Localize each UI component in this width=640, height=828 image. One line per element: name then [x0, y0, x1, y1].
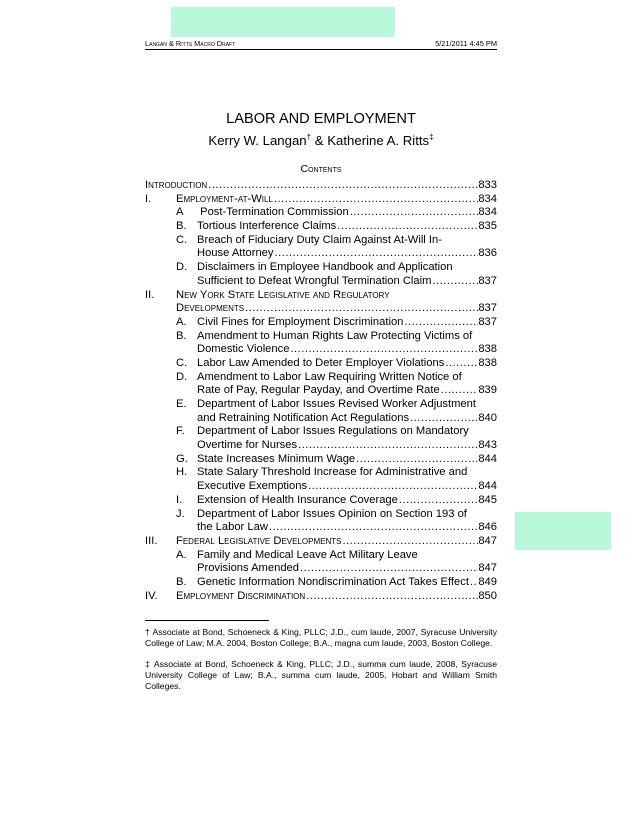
toc-page: 847	[478, 562, 497, 575]
toc-leader	[268, 521, 478, 535]
toc-entry-2a[interactable]	[145, 316, 497, 330]
toc-page: 844	[478, 452, 497, 465]
toc-page: 836	[478, 247, 497, 260]
toc-entry-introduction[interactable]	[145, 179, 497, 193]
toc-leader	[305, 590, 478, 604]
article-title: LABOR AND EMPLOYMENT	[226, 111, 416, 127]
toc-text-line2: Domestic Violence	[197, 343, 290, 356]
toc-text: Civil Fines for Employment Discrimination	[197, 315, 404, 328]
toc-leader	[398, 494, 478, 508]
toc-text-line1: New York State Legislative and Regulatory	[176, 288, 390, 301]
toc-page: 837	[478, 274, 497, 287]
contents-heading: Contents	[300, 163, 342, 175]
toc-leader	[274, 247, 479, 261]
toc-text-line2: and Retraining Notification Act Regulations	[197, 411, 410, 424]
toc-text-line1: Breach of Fiduciary Duty Claim Against At-Will In-	[197, 233, 442, 246]
toc-text-line1: Family and Medical Leave Act Military Leave	[197, 548, 418, 561]
toc-entry-2d[interactable]	[145, 371, 497, 385]
toc-text-line2: Provisions Amended	[197, 562, 299, 575]
toc-page: 844	[478, 480, 497, 493]
toc-entry-2b-cont[interactable]	[145, 343, 497, 357]
toc-entry-3a[interactable]	[145, 549, 497, 563]
toc-text: Genetic Information Nondiscrimination Act Takes Effect	[197, 575, 469, 588]
toc-letter: A	[176, 206, 184, 219]
toc-entry-1d[interactable]	[145, 261, 497, 275]
toc-leader	[273, 193, 478, 207]
toc-number: II.	[145, 288, 155, 301]
toc-letter: B.	[176, 220, 187, 233]
toc-entry-2b[interactable]	[145, 330, 497, 344]
toc-text-line1: Amendment to Human Rights Law Protecting Victims of	[197, 329, 473, 342]
toc-entry-section-2[interactable]	[145, 289, 497, 303]
toc-page: 834	[478, 206, 497, 219]
author-2: Katherine A. Ritts	[327, 133, 430, 148]
toc-page: 843	[478, 439, 497, 452]
toc-text-line2: Executive Exemptions	[197, 480, 308, 493]
toc-entry-1d-cont[interactable]	[145, 275, 497, 289]
toc-text-line1: State Salary Threshold Increase for Administrative and	[197, 466, 468, 479]
toc-entry-section-2-cont[interactable]	[145, 302, 497, 316]
toc-page: 839	[478, 384, 497, 397]
toc-text-line1: Amendment to Labor Law Requiring Written Notice of	[197, 370, 462, 383]
running-header	[145, 38, 497, 50]
highlight-box-right	[515, 512, 611, 550]
footnote-mark-dagger[interactable]: †	[306, 132, 312, 142]
toc-text: Employment Discrimination	[176, 589, 306, 602]
toc-leader	[244, 302, 478, 316]
toc-text-line1: Department of Labor Issues Revised Worker Adjustment	[197, 398, 476, 410]
toc-entry-2c[interactable]	[145, 357, 497, 371]
toc-page: 845	[478, 493, 497, 506]
toc-letter: F.	[176, 425, 185, 438]
toc-leader	[341, 535, 478, 549]
toc-page: 835	[478, 220, 497, 233]
toc-entry-2j[interactable]	[145, 508, 497, 522]
toc-letter: J.	[176, 507, 185, 520]
toc-leader	[403, 316, 478, 330]
toc-text: Employment-at-Will	[176, 192, 273, 205]
toc-entry-2d-cont[interactable]	[145, 384, 497, 398]
toc-leader	[409, 412, 478, 426]
table-of-contents	[145, 179, 497, 603]
toc-text: State Increases Minimum Wage	[197, 452, 356, 465]
toc-entry-2f-cont[interactable]	[145, 439, 497, 453]
toc-page: 850	[478, 589, 497, 602]
toc-letter: B.	[176, 575, 187, 588]
footnote-1: † Associate at Bond, Schoeneck & King, PLLC; J.D., cum laude, 2007, Syracuse University College of Law; M.A. 2004, Boston College; B.A., magna cum laude, 2003, Boston College.	[145, 627, 497, 648]
toc-text: Federal Legislative Developments	[176, 534, 342, 547]
toc-text-line2: House Attorney	[197, 247, 274, 260]
toc-text-line2: the Labor Law	[197, 521, 268, 534]
toc-text-line1: Department of Labor Issues Opinion on Section 193 of	[197, 507, 467, 520]
toc-entry-2h-cont[interactable]	[145, 480, 497, 494]
highlight-box-top	[171, 7, 395, 37]
toc-letter: H.	[176, 466, 188, 479]
toc-leader	[444, 357, 478, 371]
toc-leader	[440, 384, 479, 398]
toc-page: 847	[478, 534, 497, 547]
toc-leader	[431, 275, 478, 289]
toc-page: 833	[478, 179, 497, 191]
toc-leader	[289, 343, 478, 357]
toc-text: Extension of Health Insurance Coverage	[197, 493, 398, 506]
toc-text-line1: Disclaimers in Employee Handbook and Application	[197, 261, 453, 274]
article-authors	[145, 133, 497, 148]
toc-entry-section-4[interactable]	[145, 590, 497, 604]
toc-text: Introduction	[145, 179, 208, 191]
toc-letter: A.	[176, 315, 187, 328]
toc-page: 838	[478, 356, 497, 369]
toc-entry-2j-cont[interactable]	[145, 521, 497, 535]
toc-letter: C.	[176, 233, 188, 246]
footnote-separator	[145, 620, 269, 621]
toc-text-line1: Department of Labor Issues Regulations on Mandatory	[197, 425, 469, 438]
toc-entry-2i[interactable]	[145, 494, 497, 508]
toc-entry-1b[interactable]	[145, 220, 497, 234]
toc-leader	[355, 453, 478, 467]
footnote-mark-double-dagger[interactable]: ‡	[429, 132, 434, 142]
toc-letter: E.	[176, 398, 187, 410]
toc-entry-1c-cont[interactable]	[145, 247, 497, 261]
toc-entry-2g[interactable]	[145, 453, 497, 467]
running-header-date: 5/21/2011 4:45 PM	[435, 39, 497, 48]
toc-entry-2h[interactable]	[145, 466, 497, 480]
toc-text-line2: Sufficient to Defeat Wrongful Termination Claim	[197, 274, 432, 287]
toc-number: III.	[145, 534, 158, 547]
toc-page: 834	[478, 192, 497, 205]
author-connector: &	[311, 133, 328, 148]
toc-entry-3a-cont[interactable]	[145, 562, 497, 576]
toc-text-line2: Rate of Pay, Regular Payday, and Overtime Rate	[197, 384, 440, 397]
toc-leader	[469, 576, 478, 590]
toc-letter: I.	[176, 493, 183, 506]
toc-letter: G.	[176, 452, 188, 465]
toc-entry-2e-cont[interactable]	[145, 412, 497, 426]
toc-entry-1c[interactable]	[145, 234, 497, 248]
toc-leader	[349, 206, 479, 220]
toc-leader	[336, 220, 478, 234]
toc-letter: B.	[176, 329, 187, 342]
toc-page: 849	[478, 575, 497, 588]
toc-number: IV.	[145, 589, 158, 602]
toc-entry-2e[interactable]	[145, 398, 497, 412]
toc-letter: D.	[176, 261, 188, 274]
toc-letter: D.	[176, 370, 188, 383]
toc-text: Labor Law Amended to Deter Employer Violations	[197, 356, 445, 369]
toc-page: 837	[478, 302, 497, 315]
running-header-title: Langan & Ritts Macro Draft	[145, 39, 236, 48]
toc-text: Post-Termination Commission	[197, 206, 349, 219]
toc-entry-section-3[interactable]	[145, 535, 497, 549]
toc-entry-3b[interactable]	[145, 576, 497, 590]
toc-letter: A.	[176, 548, 187, 561]
toc-page: 837	[478, 315, 497, 328]
toc-text: Tortious Interference Claims	[197, 220, 337, 233]
toc-letter: C.	[176, 356, 188, 369]
author-1: Kerry W. Langan	[208, 133, 307, 148]
toc-leader	[207, 179, 478, 193]
toc-leader	[297, 439, 478, 453]
footnote-2: ‡ Associate at Bond, Schoeneck & King, PLLC; J.D., summa cum laude, 2008, Syracuse University College of Law; B.A., summa cum laude, 2005, Hobart and William Smith Colleges.	[145, 659, 497, 691]
toc-page: 846	[478, 521, 497, 534]
toc-text-line2: Developments	[176, 302, 245, 315]
toc-text-line2: Overtime for Nurses	[197, 439, 298, 452]
toc-number: I.	[145, 192, 152, 205]
toc-entry-section-1[interactable]	[145, 193, 497, 207]
toc-entry-2f[interactable]	[145, 425, 497, 439]
toc-page: 838	[478, 343, 497, 356]
toc-page: 840	[478, 411, 497, 424]
toc-entry-1a[interactable]	[145, 206, 497, 220]
toc-leader	[307, 480, 478, 494]
toc-leader	[299, 562, 478, 576]
